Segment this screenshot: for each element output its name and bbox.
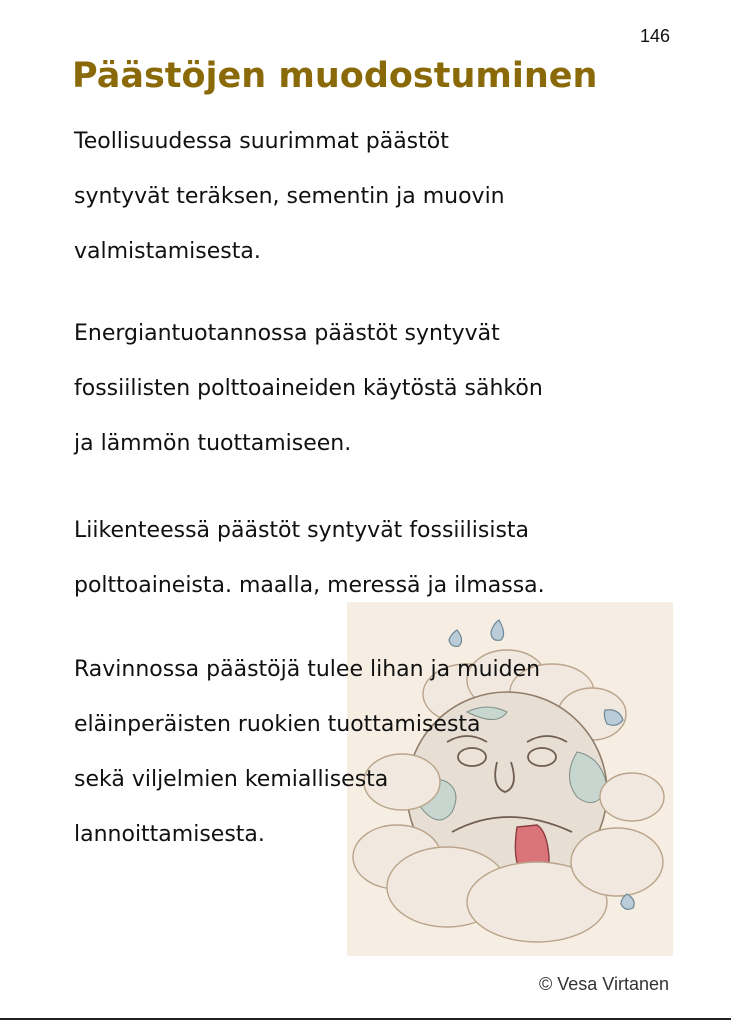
text-line: valmistamisesta. (74, 239, 261, 264)
text-line: sekä viljelmien kemiallisesta (74, 767, 389, 792)
text-line: Energiantuotannossa päästöt syntyvät (74, 321, 500, 346)
text-line: Ravinnossa päästöjä tulee lihan ja muiden (74, 657, 541, 682)
text-line: syntyvät teräksen, sementin ja muovin (74, 184, 505, 209)
paragraph-energy (74, 306, 694, 471)
paragraph-industry (74, 114, 694, 279)
text-line: Teollisuudessa suurimmat päästöt (74, 129, 449, 154)
paragraph-traffic (74, 503, 694, 613)
page-title: Päästöjen muodostuminen (72, 56, 598, 96)
text-line: eläinperäisten ruokien tuottamisesta (74, 712, 481, 737)
bottom-divider (0, 1018, 731, 1020)
text-line: polttoaineista. maalla, meressä ja ilmassa. (74, 573, 545, 598)
text-line: fossiilisten polttoaineiden käytöstä sähkön (74, 376, 543, 401)
paragraph-food (74, 642, 694, 862)
text-line: Liikenteessä päästöt syntyvät fossiilisista (74, 518, 530, 543)
copyright-credit: © Vesa Virtanen (538, 974, 669, 994)
text-line: lannoittamisesta. (74, 822, 265, 847)
page-number: 146 (639, 26, 670, 46)
text-line: ja lämmön tuottamiseen. (74, 431, 352, 456)
